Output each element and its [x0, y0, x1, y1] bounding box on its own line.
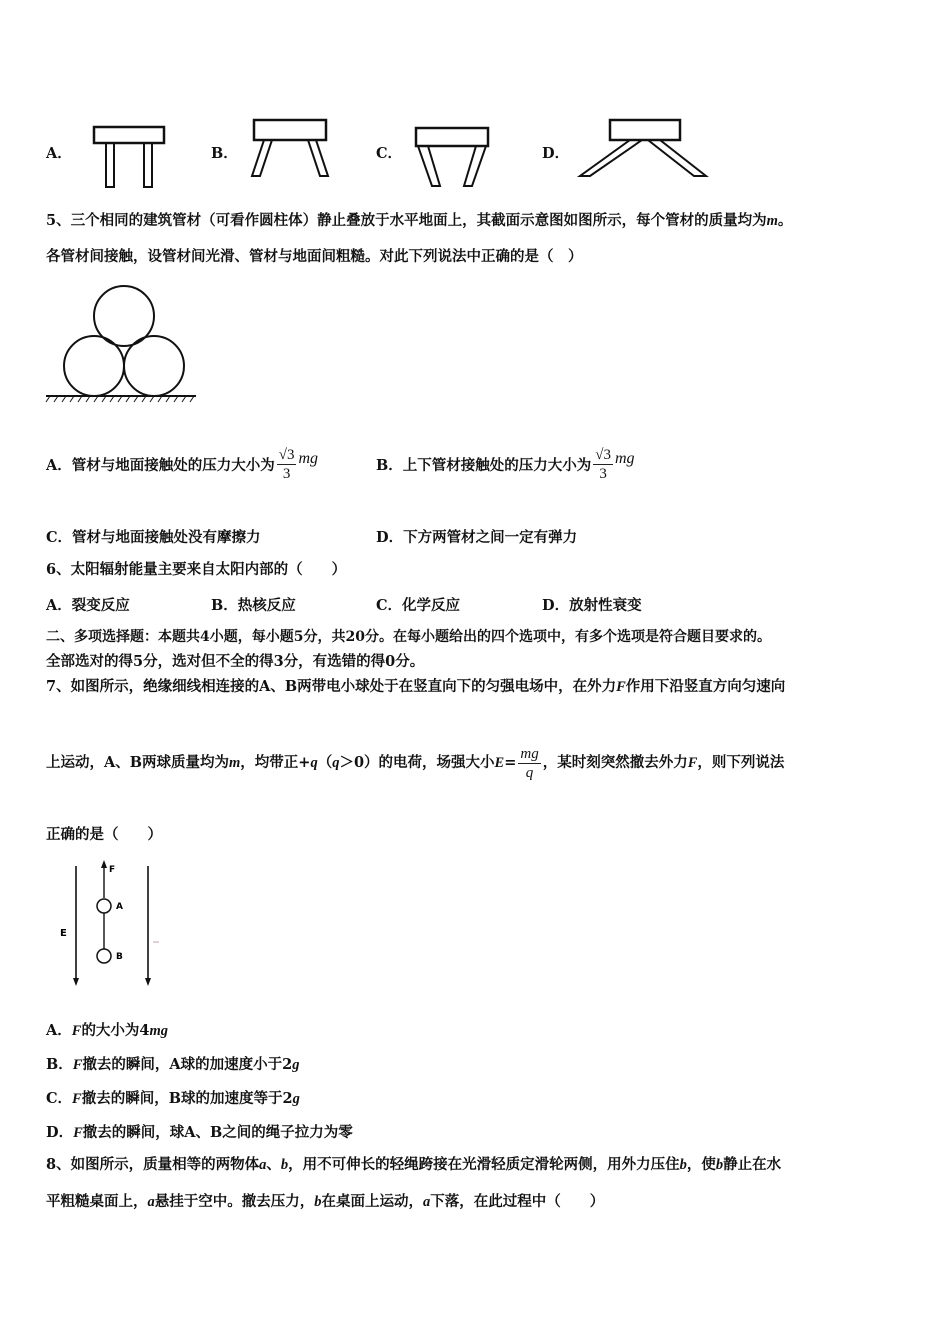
q7-option-b[interactable]: B．F撤去的瞬间，A球的加速度小于2g [46, 1056, 300, 1073]
section2-heading-line1: 二、多项选择题：本题共4小题，每小题5分，共20分。在每小题给出的四个选项中，有多个选项是符合题目要求的。 [46, 629, 771, 645]
sqrt3-over-3-fraction: $\frac{√3}{3}$ [595, 447, 611, 482]
q7-fig-label-b: B [116, 952, 123, 962]
q4-option-c-label[interactable]: C． [376, 145, 403, 162]
q8-stem-line1: 8、如图所示，质量相等的两物体a、b，用不可伸长的轻绳跨接在光滑轻质定滑轮两侧，用外力压住b，使b静止在水 [46, 1156, 782, 1173]
q4-option-d-label[interactable]: D． [542, 145, 570, 162]
q7-fig-label-a: A [116, 902, 123, 912]
q6-stem: 6、太阳辐射能量主要来自太阳内部的（ ） [46, 561, 347, 578]
q7-stem-line2: 上运动，A、B两球质量均为 m ，均带正+ q （ q ＞0）的电荷，场强大小 E = $\frac{mg}{q}$ ，某时刻突然撤去外力 F ，则下列说法 [46, 745, 785, 781]
q6-option-c[interactable]: C．化学反应 [376, 597, 461, 614]
q5-pipes-figure [44, 282, 204, 402]
q4-figure-a [92, 125, 172, 190]
q5-stem-line2: 各管材间接触，设管材间光滑、管材与地面间粗糙。对此下列说法中正确的是（ ） [46, 248, 583, 265]
q6-option-a[interactable]: A．裂变反应 [46, 597, 130, 614]
q5-option-a[interactable]: A．管材与地面接触处的压力大小为 $\frac{√3}{3}$ mg [46, 447, 319, 482]
sqrt3-over-3-fraction: $\frac{√3}{3}$ [278, 447, 295, 482]
q5-option-d[interactable]: D．下方两管材之间一定有弹力 [376, 529, 578, 546]
mg-over-q-fraction: $\frac{mg}{q}$ [520, 745, 539, 781]
q4-figure-d [578, 118, 713, 183]
q7-stem-line3: 正确的是（ ） [46, 826, 162, 843]
q7-option-d[interactable]: D．F撤去的瞬间，球A、B之间的绳子拉力为零 [46, 1124, 353, 1141]
q6-option-b[interactable]: B．热核反应 [211, 597, 296, 614]
q4-option-a-label[interactable]: A． [46, 145, 72, 162]
q5-option-c[interactable]: C．管材与地面接触处没有摩擦力 [46, 529, 261, 546]
q8-stem-line2: 平粗糙桌面上，a悬挂于空中。撤去压力，b在桌面上运动，a下落，在此过程中（ ） [46, 1193, 605, 1210]
q7-fig-label-e: E [60, 928, 67, 939]
q7-option-c[interactable]: C．F撤去的瞬间，B球的加速度等于2g [46, 1090, 300, 1107]
q4-option-b-label[interactable]: B． [211, 145, 238, 162]
section2-heading-line2: 全部选对的得5分，选对但不全的得3分，有选错的得0分。 [46, 653, 425, 670]
q7-stem-line1: 7、如图所示，绝缘细线相连接的A、B两带电小球处于在竖直向下的匀强电场中，在外力F作用下沿竖直方向匀速向 [46, 678, 786, 695]
q7-option-a[interactable]: A．F的大小为4mg [46, 1022, 169, 1039]
q7-field-figure [56, 858, 166, 988]
q5-option-b[interactable]: B．上下管材接触处的压力大小为 $\frac{√3}{3}$ mg [376, 447, 635, 482]
q7-fig-label-f: F [109, 865, 116, 875]
q6-option-d[interactable]: D．放射性衰变 [542, 597, 642, 614]
q4-figure-c [414, 126, 494, 191]
q4-figure-b [252, 118, 332, 183]
q5-stem-line1: 5、三个相同的建筑管材（可看作圆柱体）静止叠放于水平地面上，其截面示意图如图所示，每个管材的质量均为m。 [46, 212, 793, 229]
